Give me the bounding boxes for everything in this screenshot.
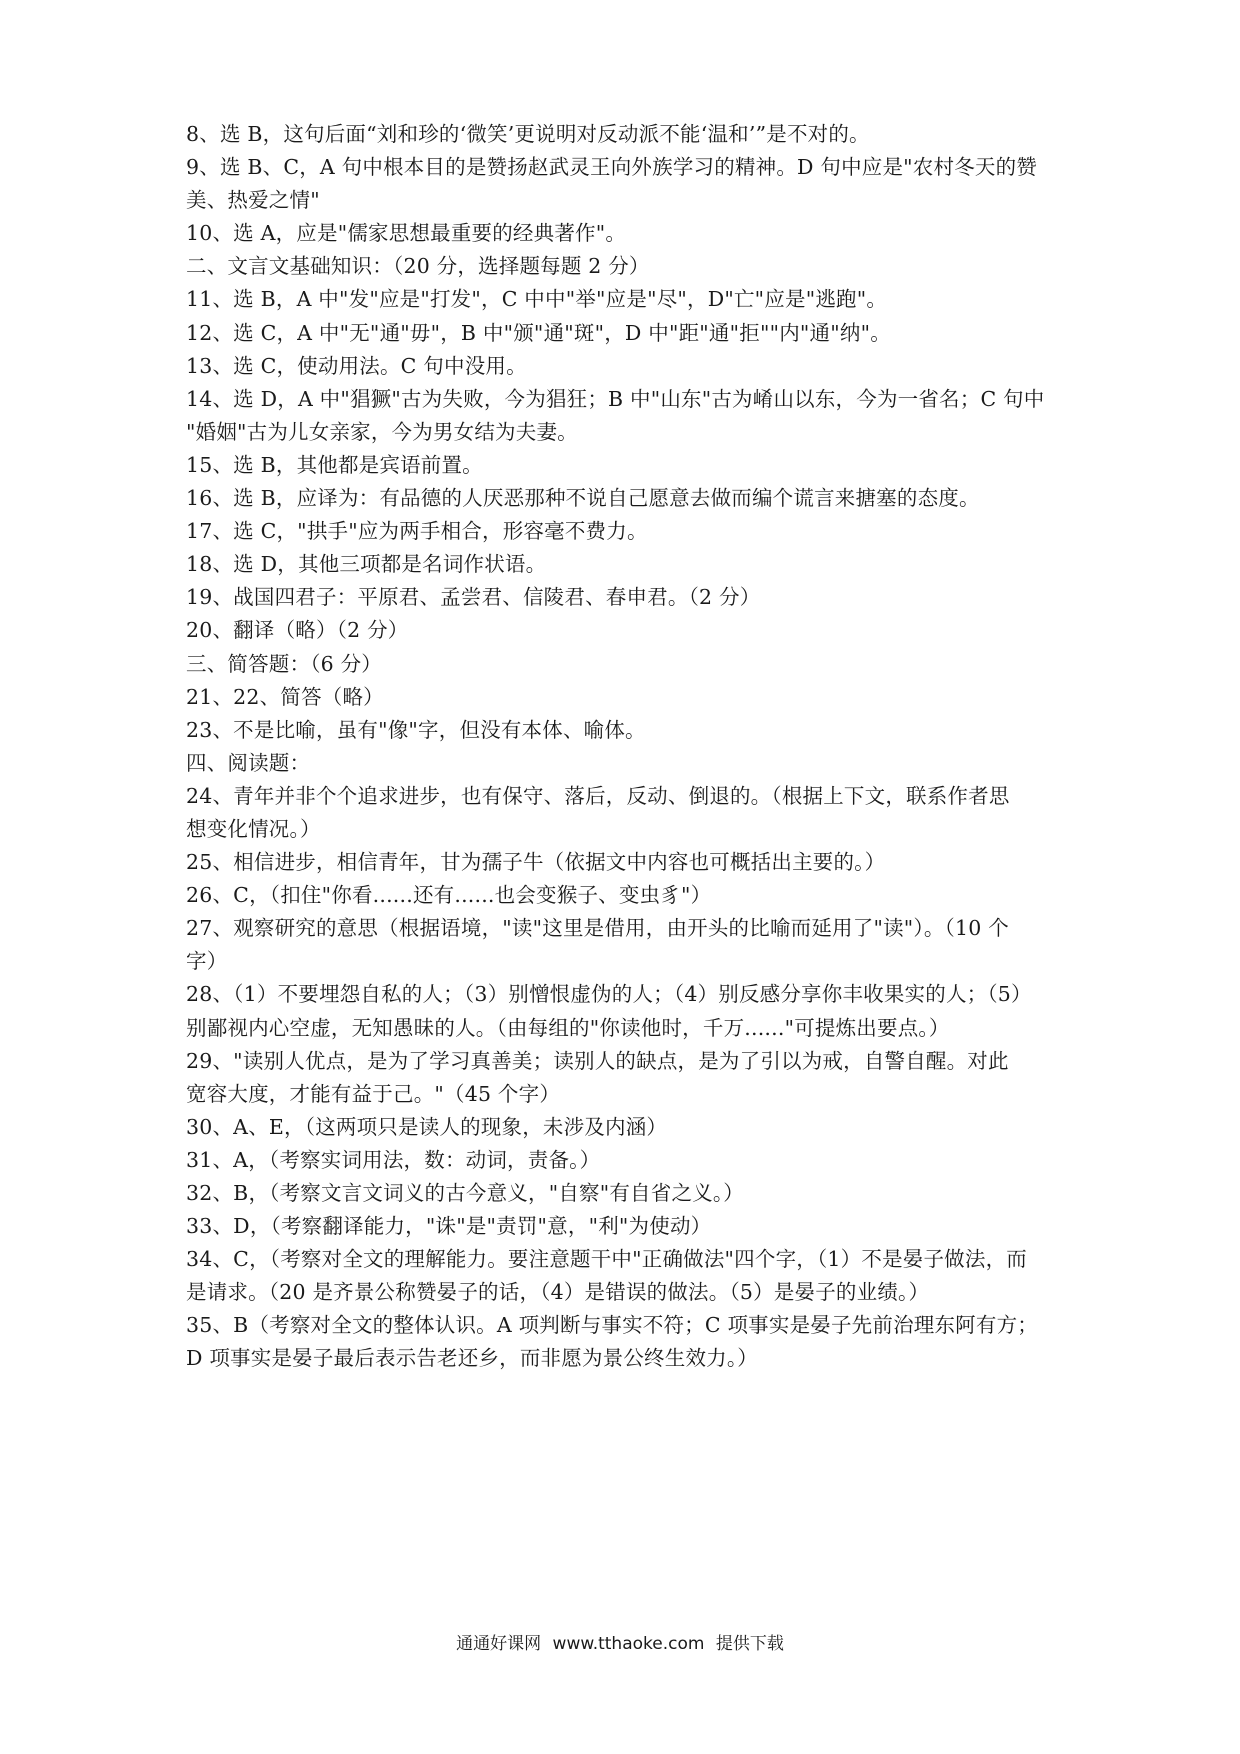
section-heading: 三、简答题：（6 分）	[186, 651, 383, 676]
text-line: 11、选 B，A 中"发"应是"打发"，C 中中"举"应是"尽"，D"亡"应是"逃跑"。	[186, 287, 888, 312]
text-line: 字）	[186, 949, 228, 974]
text-line: 14、选 D，A 中"猖獗"古为失败，今为猖狂；B 中"山东"古为崤山以东，今为一省名；C 句中	[186, 386, 1045, 411]
text-line: 25、相信进步，相信青年，甘为孺子牛（依据文中内容也可概括出主要的。）	[186, 850, 886, 875]
text-line: 美、热爱之情"	[186, 188, 320, 213]
answer-key-body	[186, 118, 1062, 1376]
text-line: 32、B，（考察文言文词义的古今意义，"自察"有自省之义。）	[186, 1181, 745, 1205]
text-line: 17、选 C，"拱手"应为两手相合，形容毫不费力。	[186, 519, 648, 544]
footer-suffix: 提供下载	[715, 1634, 784, 1654]
text-line: 29、"读别人优点，是为了学习真善美；读别人的缺点，是为了引以为戒，自警自醒。对此	[186, 1048, 1009, 1073]
page-footer	[0, 1629, 1240, 1654]
text-line: 34、C，（考察对全文的理解能力。要注意题干中"正确做法"四个字，（1）不是晏子做法，而	[186, 1247, 1027, 1272]
text-line: 35、B（考察对全文的整体认识。A 项判断与事实不符；C 项事实是晏子先前治理东阿有方；	[186, 1313, 1038, 1338]
text-line: 23、不是比喻，虽有"像"字，但没有本体、喻体。	[186, 717, 646, 742]
text-line: 16、选 B，应译为：有品德的人厌恶那种不说自己愿意去做而编个谎言来搪塞的态度。	[186, 486, 980, 511]
footer-url[interactable]: www.tthaoke.com	[552, 1634, 705, 1654]
text-line: 31、A，（考察实词用法，数：动词，责备。）	[186, 1147, 601, 1172]
text-line: 15、选 B，其他都是宾语前置。	[186, 452, 483, 477]
text-line: 是请求。（20 是齐景公称赞晏子的话，（4）是错误的做法。（5）是晏子的业绩。）	[186, 1280, 930, 1305]
text-line: 28、（1）不要埋怨自私的人；（3）别憎恨虚伪的人；（4）别反感分享你丰收果实的人；（5）	[186, 982, 1032, 1007]
text-line: 8、选 B，这句后面“刘和珍的‘微笑’更说明对反动派不能‘温和’”是不对的。	[186, 122, 870, 146]
text-line: 19、战国四君子：平原君、孟尝君、信陵君、春申君。（2 分）	[186, 585, 761, 610]
section-heading: 二、文言文基础知识：（20 分，选择题每题 2 分）	[186, 254, 650, 279]
text-line: 13、选 C，使动用法。C 句中没用。	[186, 353, 527, 378]
text-line: 33、D，（考察翻译能力，"诛"是"责罚"意，"利"为使动）	[186, 1214, 712, 1239]
footer-site-name: 通通好课网	[456, 1634, 542, 1654]
text-line: 9、选 B、C，A 句中根本目的是赞扬赵武灵王向外族学习的精神。D 句中应是"农村冬天的赞	[186, 155, 1038, 180]
section-heading: 四、阅读题：	[186, 750, 311, 775]
text-line: 18、选 D，其他三项都是名词作状语。	[186, 552, 547, 577]
text-line: 别鄙视内心空虚，无知愚昧的人。（由每组的"你读他时，千万......"可提炼出要点。）	[186, 1015, 950, 1040]
text-line: 21、22、简答（略）	[186, 684, 384, 709]
text-line: 想变化情况。）	[186, 816, 321, 841]
text-line: 10、选 A，应是"儒家思想最重要的经典著作"。	[186, 221, 627, 246]
text-line: "婚姻"古为儿女亲家，今为男女结为夫妻。	[186, 419, 578, 444]
text-line: 宽容大度，才能有益于己。"（45 个字）	[186, 1081, 561, 1106]
text-line: D 项事实是晏子最后表示告老还乡，而非愿为景公终生效力。）	[186, 1346, 759, 1371]
text-line: 24、青年并非个个追求进步，也有保守、落后，反动、倒退的。（根据上下文，联系作者思	[186, 783, 1010, 808]
text-line: 20、翻译（略）（2 分）	[186, 618, 409, 643]
text-line: 26、C，（扣住"你看......还有......也会变猴子、变虫豸"）	[186, 883, 712, 908]
text-line: 12、选 C，A 中"无"通"毋"，B 中"颁"通"斑"，D 中"距"通"拒""内"通"纳"。	[186, 320, 891, 345]
text-line: 30、A、E，（这两项只是读人的现象，未涉及内涵）	[186, 1114, 668, 1139]
text-line: 27、观察研究的意思（根据语境，"读"这里是借用，由开头的比喻而延用了"读"）。（10 个	[186, 916, 1009, 941]
